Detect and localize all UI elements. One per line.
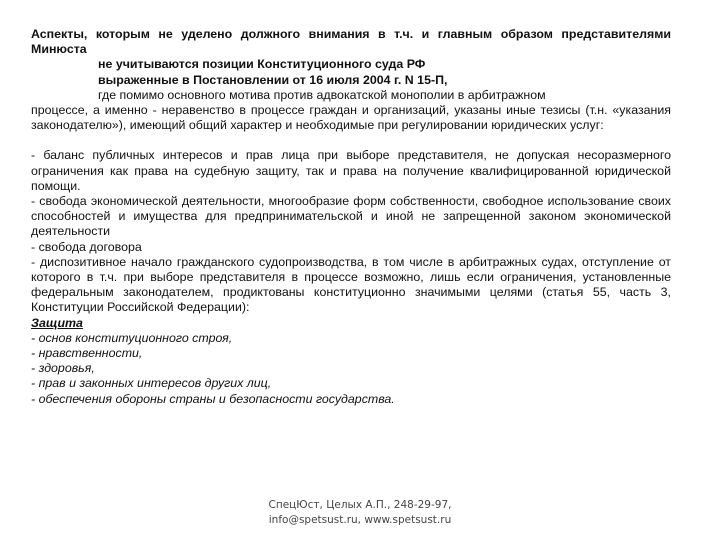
protection-item: - здоровья, <box>31 361 95 376</box>
protection-item: - нравственности, <box>31 346 143 361</box>
heading-line-1: Аспекты, которым не уделено должного внимания в т.ч. и главным образом представителями Минюста <box>31 27 671 57</box>
heading-line-3: выраженные в Постановлении от 16 июля 2004 г. N 15-П, <box>98 72 448 87</box>
footer-links: info@spetsust.ru, www.spetsust.ru <box>268 514 452 526</box>
list-item-economic-freedom: - свобода экономической деятельности, многообразие форм собственности, свободное использование своих способностей и имущества для предпринимательской и иной не запрещенной законом экономической деятельности <box>31 194 671 239</box>
list-item-contract-freedom: - свобода договора <box>31 239 142 254</box>
footer <box>0 498 720 528</box>
list-item-balance: - баланс публичных интересов и прав лица при выборе представителя, не допуская несоразмерного ограничения как права на судебную защиту, так и права на получение квалифицированной юридической помощи. <box>31 148 671 193</box>
protection-item: - обеспечения обороны страны и безопасности государства. <box>31 391 395 406</box>
heading-line-2: не учитываются позиции Конституционного суда РФ <box>98 57 426 72</box>
list-item-dispositive: - диспозитивное начало гражданского судопроизводства, в том числе в арбитражных судах, отступление от которого в т.ч. при выборе представителя в процессе возможно, лишь если ограничения, установленные федеральным законодателем, продиктованы конституционно значимыми целями (статья 55, часть 3, Конституции Российской Федерации): <box>31 254 671 315</box>
protection-item: - основ конституционного строя, <box>31 330 233 345</box>
intro-paragraph: процессе, а именно - неравенство в процессе граждан и организаций, указаны иные тезисы (т.н. «указания законодателю»), имеющий общий характер и необходимые при регулировании юридических услуг: <box>31 103 671 133</box>
slide-body <box>31 27 671 407</box>
intro-line: где помимо основного мотива против адвокатской монополии в арбитражном <box>98 87 546 102</box>
spacer <box>31 133 671 148</box>
protection-item: - прав и законных интересов других лиц, <box>31 376 272 391</box>
protection-title: Защита <box>31 315 83 330</box>
footer-contacts: СпецЮст, Целых А.П., 248-29-97, <box>268 499 452 511</box>
